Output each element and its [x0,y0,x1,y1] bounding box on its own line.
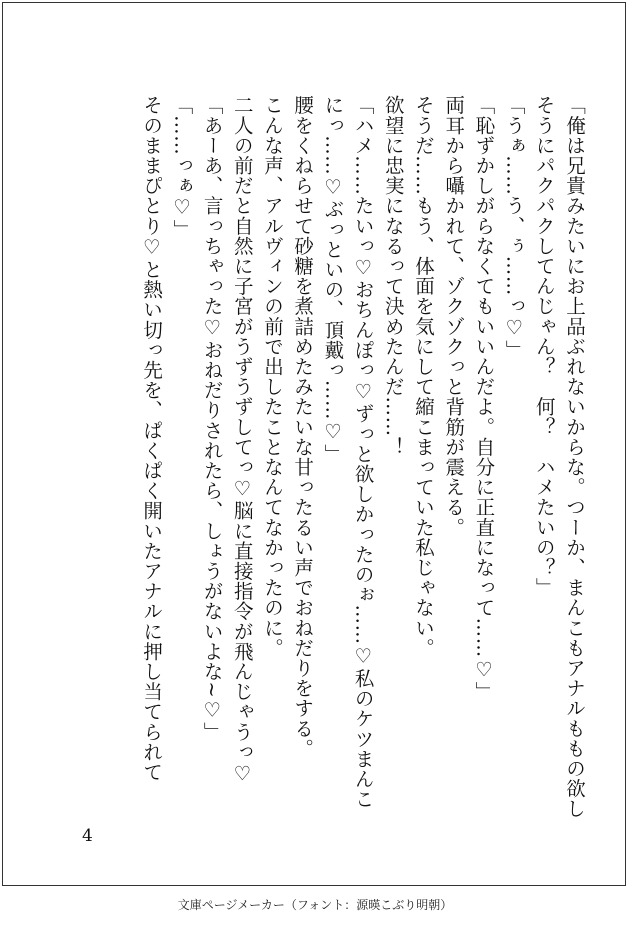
text-line: 「あーあ、言っちゃった♡おねだりされたら、しょうがないよな~♡」 [200,95,224,743]
text-line: 「うぁ……う、ぅ……っ♡」 [502,95,526,360]
text-line: 「ハメ……たいっ♡おちんぽっ♡ずっと欲しかったのぉ……♡私のケツまんこ [351,95,375,809]
text-line: 欲望に忠実になるって決めたんだ……！ [381,95,405,457]
text-line: こんな声、アルヴィンの前で出したことなんてなかったのに。 [260,95,284,658]
footer-caption: 文庫ページメーカー（フォント：源暎こぶり明朝） [177,898,453,912]
page-frame [2,2,626,886]
text-line: そのままぴとり♡と熱い切っ先を、ぱくぱく開いたアナルに押し当てられて [140,95,164,782]
text-line: 両耳から囁かれて、ゾクゾクっと背筋が震える。 [442,95,466,538]
text-line: 「俺は兄貴みたいにお上品ぶれないからな。つーか、まんこもアナルももの欲し [563,95,586,819]
text-line: 二人の前だと自然に子宮がうずうずしてっ♡脳に直接指令が飛んじゃうっ♡ [230,95,254,786]
text-line: 「……っぁ♡」 [170,95,194,240]
text-line: そうだ……もう、体面を気にして縮こまっていた私じゃない。 [411,95,435,658]
page-number: 4 [82,826,93,846]
text-line: 「恥ずかしがらなくてもいいんだよ。自分に正直になって……♡」 [472,95,496,702]
text-line: にっ……♡ぶっといの、頂戴っ……♡」 [321,95,345,464]
vertical-text-body [136,95,589,819]
text-line: 腰をくねらせて砂糖を煮詰めたみたいな甘ったるい声でおねだりをする。 [291,95,315,759]
text-line: そうにパクパクしてんじゃん？ 何？ ハメたいの？」 [532,95,556,598]
